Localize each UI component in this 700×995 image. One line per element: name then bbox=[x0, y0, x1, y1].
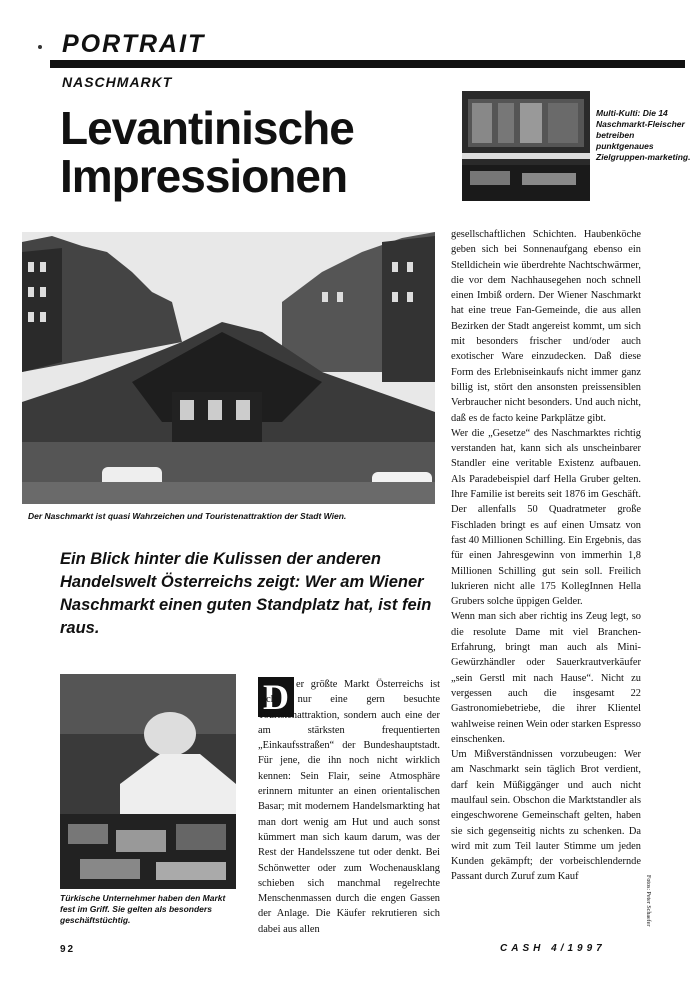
headline-line-2: Impressionen bbox=[60, 150, 348, 202]
naschmarkt-photo bbox=[22, 232, 435, 504]
body-paragraph: gesellschaftlichen Schichten. Haubenköche geben sich bei Sonnenaufgang ebenso ein Stelldichein wie überdrehte Nachtschwärmer, die vor dem Nachhausegehen noch schnell einen Imbiß ordern. Der Wiener Naschmarkt hat eine treue Fan-Gemeinde, die aus allen Bezirken der Stadt angereist kommt, um sich mit besonders frischer und/oder auch exotischer Ware einzudecken. Daß diese Form des Erlebniseinkaufs nicht immer ganz billig ist, stört den ansonsten preissensiblen Verbraucher nicht besonders. Und auch nicht, daß es de facto keine Parkplätze gibt. bbox=[451, 229, 641, 424]
body-paragraph: er größte Markt Österreichs ist nicht nur eine gern besuchte Touristenattraktion, sondern auch eine der am stärksten frequentierten „Einkaufsstraßen“ der Bundeshauptstadt. Für jene, die ihn noch nicht wirklich kennen: Sein Flair, seine Atmosphäre erinnern mitunter an einen orientalischen Basar; mit modernem Handelsmarkting hat man dort wenig am Hut und auch sonst kümmert man sich kaum darum, was der Rest der Handelsszene tut oder denkt. Bei Schönwetter oder zum Wochenausklang schieben sich manchmal regelrechte Menschenmassen durch die engen Gassen der Anlage. Die Käufer rekrutieren sich dabei aus allen bbox=[258, 679, 440, 935]
butcher-photo bbox=[462, 91, 590, 201]
headline bbox=[60, 104, 354, 200]
lead-paragraph: Ein Blick hinter die Kulissen der anderen Handelswelt Österreichs zeigt: Wer am Wiener Naschmarkt einen guten Standplatz hat, ist fein raus. bbox=[60, 550, 432, 637]
body-column-left bbox=[258, 677, 440, 937]
header-rule bbox=[50, 60, 685, 68]
merchant-photo-image bbox=[60, 674, 236, 889]
body-paragraph: Wer die „Gesetze“ des Naschmarktes richtig verstanden hat, kann sich als unscheinbarer Standler eine veritable Existenz aufbauen. Als Paradebeispiel darf Hella Gruber gelten. Ihre Familie ist bereits seit 1876 im Geschäft. Der allenfalls 50 Quadratmeter große Fischladen bringt es auf einen Umsatz von fast 40 Millionen Schilling. Ein Ergebnis, das für einen Jahresgewinn von immerhin 1,8 Millionen Schilling gut sein soll. Freilich lukrieren nicht alle 175 KollegInnen Hella Grubers solche üppigen Gelder. bbox=[451, 427, 641, 608]
butcher-photo-image bbox=[462, 91, 590, 201]
publication-footer: CASH 4/1997 bbox=[500, 943, 606, 954]
photo-credit: Fotos: Peter Schaefer bbox=[645, 875, 651, 927]
body-column-right bbox=[451, 227, 641, 885]
margin-dot bbox=[38, 45, 42, 49]
merchant-photo-caption: Türkische Unternehmer haben den Markt fest im Griff. Sie gelten als besonders geschäftstüchtig. bbox=[60, 893, 226, 925]
headline-line-1: Levantinische bbox=[60, 102, 354, 154]
body-paragraph: Um Mißverständnissen vorzubeugen: Wer am Naschmarkt sein täglich Brot verdient, darf kein Müßiggänger und auch nicht maulfaul sein. Obschon die Marktstandler als eingeschworene Gemeinschaft gelten, haben sie sich gegenseitig nichts zu schenken. Da wird mit zum Teil lauter Stimme um jeden Kunden gekämpft; der vorbeischlendernde Passant durch Zuruf zum Kauf bbox=[451, 749, 641, 883]
kicker: NASCHMARKT bbox=[62, 74, 173, 90]
merchant-photo bbox=[60, 674, 236, 889]
drop-cap: D bbox=[258, 677, 294, 717]
body-paragraph: Wenn man sich aber richtig ins Zeug legt, so die resolute Dame mit viel Branchen-Erfahrung, bringt man auch als Mini-Gewürzhändler oder Sauerkrautverkäufer „sein Gerstl mit nach Hause“. Nicht zu vergessen auch die insgesamt 22 Gastronomiebetriebe, die ihrer Klientel wahlweise reinen Wein oder starken Espresso einschenken. bbox=[451, 611, 641, 745]
naschmarkt-photo-image bbox=[22, 232, 435, 504]
naschmarkt-photo-caption: Der Naschmarkt ist quasi Wahrzeichen und Touristenattraktion der Stadt Wien. bbox=[28, 511, 347, 521]
butcher-photo-caption: Multi-Kulti: Die 14 Naschmarkt-Fleischer betreiben punktgenaues Zielgruppen-marketing. bbox=[596, 108, 691, 162]
page-number: 92 bbox=[60, 944, 76, 955]
section-title: PORTRAIT bbox=[62, 30, 206, 58]
